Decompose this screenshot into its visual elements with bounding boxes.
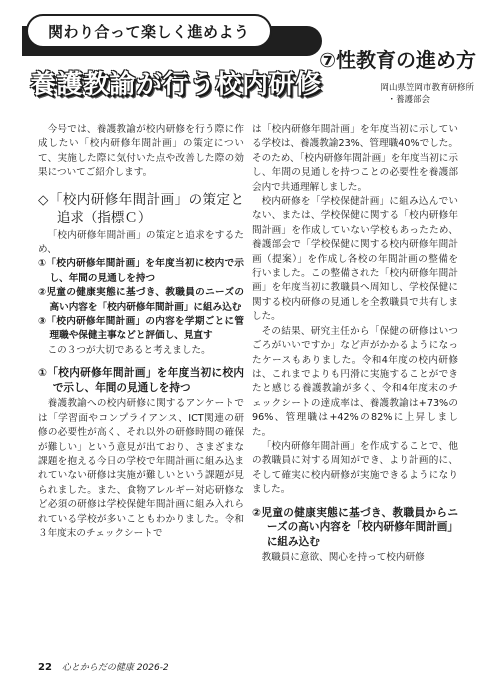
subheading-1: ①「校内研修年間計画」を年度当初に校内で示し、年間の見通しを持つ <box>38 367 244 394</box>
section-heading: ◇「校内研修年間計画」の策定と追求（指標Ｃ） <box>38 191 244 226</box>
paragraph: は「校内研修年間計画」を年度当初に示している学校は、養護教諭23%、管理職40%でした。そのため、「校内研修年間計画」を年度当初に示し、年間の見通しを持つことの必要性を養護部会内で共通理解しました。 <box>252 124 458 193</box>
article-body <box>0 123 496 643</box>
paragraph: 養護教諭への校内研修に関するアンケートでは「学習面やコンプライアンス、ICT関連の研修の必要性が高く、それ以外の研修時間の確保が難しい」という意見が出ており、さまざまな課題を抱える今日の学校で年間計画に組み込まれていない研修は実施が難しいという課題が見られました。また、食物アレルギー対応研修など必須の研修は学校保健年間計画に組み入れられている学校が多いこともわかりました。令和３年度末のチェックシートで <box>38 398 244 539</box>
point-1: ①「校内研修年間計画」を年度当初に校内で示し、年間の見通しを持つ <box>38 258 244 284</box>
paragraph: 「校内研修年間計画」を作成することで、他の教職員に対する周知ができ、より計画的に、そして確実に校内研修が実施できるようになりました。 <box>252 440 458 496</box>
magazine-name: 心とからだの健康 2026-2 <box>61 663 169 673</box>
paragraph: その結果、研究主任から「保健の研修はいつごろがいいですか」など声がかかるようになったケースもありました。令和4年度の校内研修は、これまでよりも円滑に実施することができたと感じる養護教諭が多く、令和4年度末のチェックシートの達成率は、養護教諭は+73%の96%、管理職は+42%の82%に上昇しました。 <box>252 325 458 438</box>
author-credit <box>380 82 474 106</box>
page-number: 22 <box>38 662 52 673</box>
paragraph: 教職員に意欲、関心を持って校内研修 <box>261 552 425 564</box>
article-header <box>0 0 496 118</box>
paragraph: この３つが大切であると考えました。 <box>47 344 211 356</box>
intro-paragraph: 今号では、養護教諭が校内研修を行う際に作成したい「校内研修年間計画」の策定について、実施した際に気付いた点や改善した際の効果についてご紹介します。 <box>38 124 244 179</box>
series-tagline: 関わり合って楽しく進めよう <box>26 14 272 48</box>
article-title: 養護教諭が行う校内研修 <box>30 70 322 100</box>
subheading-2: ②児童の健康実態に基づき、教職員からニーズの高い内容を「校内研修年間計画」に組み込む <box>252 506 458 548</box>
left-column <box>38 123 244 541</box>
point-3: ③「校内研修年間計画」の内容を学期ごとに管理職や保健主事などと評価し、見直す <box>38 316 244 342</box>
author-line-2: ・養護部会 <box>387 95 430 105</box>
author-line-1: 岡山県笠岡市教育研修所 <box>380 83 474 93</box>
page-footer <box>38 660 169 673</box>
right-column <box>252 123 458 565</box>
paragraph: 「校内研修年間計画」の策定と追求をするため、 <box>38 229 244 256</box>
point-2: ②児童の健康実態に基づき、教職員のニーズの高い内容を「校内研修年間計画」に組み込む <box>38 287 244 313</box>
paragraph: 校内研修を「学校保健計画」に組み込んでいない、または、学校保健に関する「校内研修年間計画」を作成していない学校もあったため、養護部会で「学校保健に関する校内研修年間計画（提案）」を作成し各校の年間計画の整備を行いました。この整備された「校内研修年間計画」を年度当初に教職員へ周知し、学校保健に関する校内研修の見通しを全教職員で共有しました。 <box>252 196 458 323</box>
series-title: ⑦性教育の進め方 <box>319 48 476 72</box>
